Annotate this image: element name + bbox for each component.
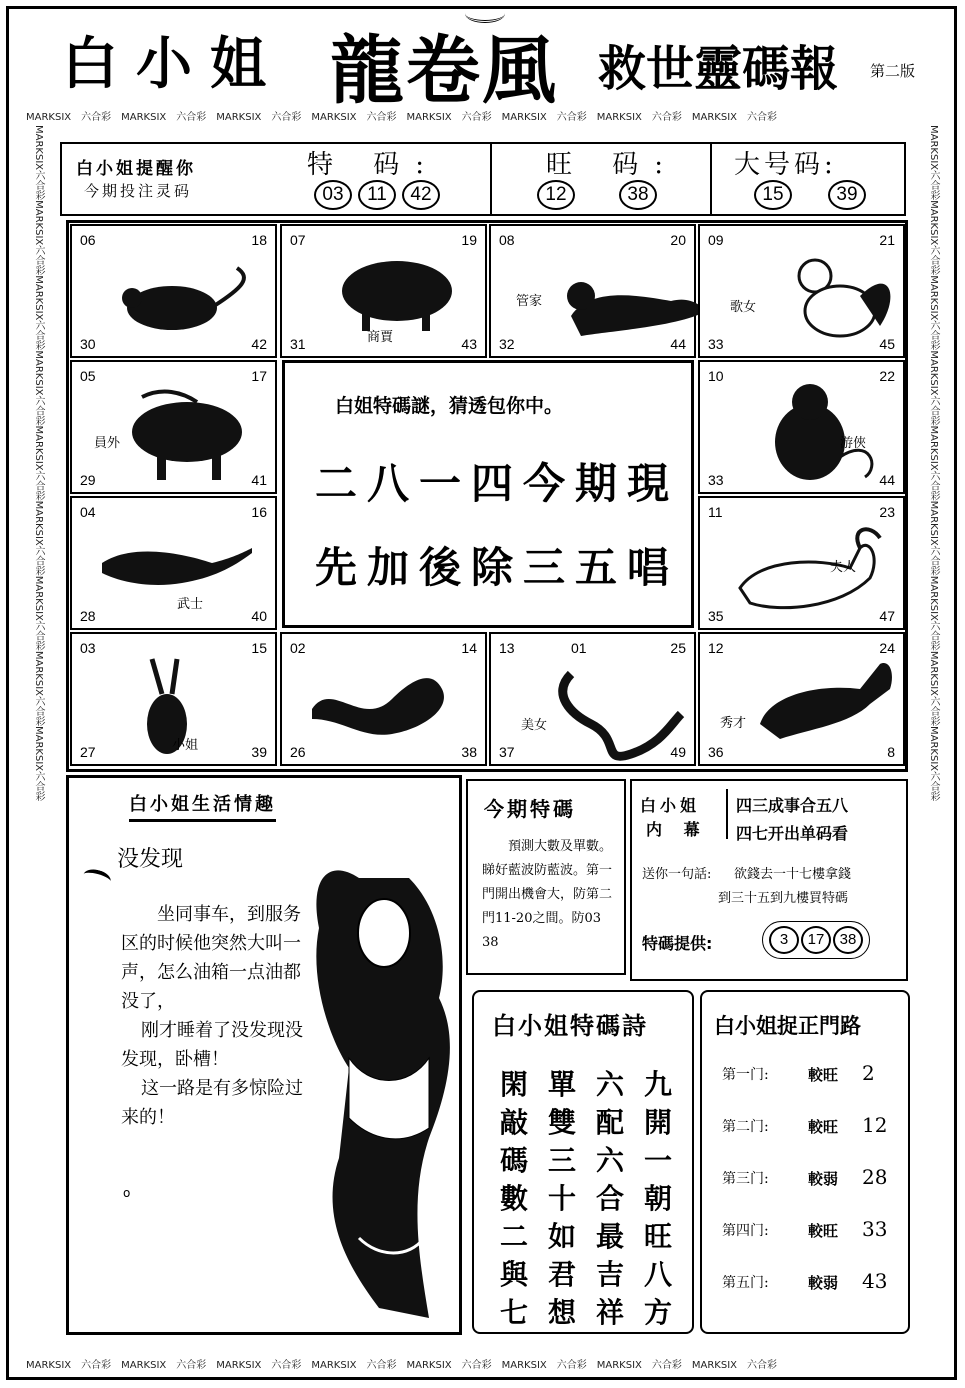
watermark-text: MARKSIX (501, 1360, 547, 1371)
zodiac-number: 08 (499, 232, 515, 248)
code-row (60, 142, 906, 216)
poem-column: 單雙三十如君想 (547, 1068, 576, 1329)
gate-row (722, 1061, 875, 1085)
zodiac-number: 22 (879, 368, 895, 384)
watermark-text: MARKSIX (26, 112, 72, 123)
rooster-icon (760, 236, 925, 346)
wang-code-balls (537, 180, 663, 210)
watermark-text: MARKSIX (691, 112, 737, 123)
watermark-text: MARKSIX (216, 112, 262, 123)
gate-row (722, 1113, 888, 1137)
watermark-text: MARKSIX (33, 726, 44, 772)
zodiac-cell (698, 496, 905, 630)
zodiac-role: 秀才 (720, 716, 747, 731)
zodiac-number: 44 (879, 472, 895, 488)
code-ball: 39 (828, 180, 866, 210)
inside-line1: 四三成事合五八 (736, 796, 849, 815)
watermark-text: MARKSIX (216, 1360, 262, 1371)
watermark-text: MARKSIX (928, 500, 939, 546)
watermark-text: 六合彩 (176, 1360, 207, 1371)
watermark-text: 六合彩 (747, 1360, 777, 1371)
watermark-strip-bottom (26, 1356, 926, 1371)
life-title: 没发现 (117, 847, 184, 872)
inside-panel (630, 779, 908, 981)
monkey-icon (740, 377, 905, 487)
watermark-text: MARKSIX (33, 350, 44, 396)
zodiac-number: 30 (80, 336, 96, 352)
woman-photo (289, 838, 465, 1338)
watermark-text: MARKSIX (121, 112, 167, 123)
watermark-text: MARKSIX (311, 1360, 357, 1371)
zodiac-number: 07 (290, 232, 306, 248)
gate-value: 43 (862, 1269, 888, 1293)
special-pick-panel (466, 779, 626, 975)
big-code-balls (754, 180, 872, 210)
watermark-text: MARKSIX (691, 1360, 737, 1371)
zodiac-number: 19 (461, 232, 477, 248)
life-paragraph-2: 刚才睡着了没发现没发现，卧槽！ (121, 1020, 303, 1070)
riddle-line2: 先加後除三五唱 (315, 543, 680, 592)
gate-state: 較弱 (808, 1274, 839, 1292)
zodiac-number: 11 (708, 504, 723, 520)
zodiac-number: 38 (461, 744, 477, 760)
zodiac-number: 49 (670, 744, 686, 760)
watermark-strip-top (26, 108, 926, 123)
zodiac-role: 管家 (516, 294, 543, 309)
zodiac-number: 32 (499, 336, 515, 352)
life-panel (66, 775, 462, 1335)
watermark-text: MARKSIX (33, 200, 44, 246)
special-pick-text: 預測大數及單數。睇好藍波防藍波。第一門開出機會大，防第二門11-20之間。防03 38 (482, 839, 613, 950)
zodiac-role: 夫人 (830, 560, 857, 575)
zodiac-number: 39 (251, 744, 267, 760)
watermark-text: MARKSIX (33, 275, 44, 321)
gate-label: 第一门: (722, 1067, 769, 1083)
tiger-icon (92, 523, 257, 633)
zodiac-number: 15 (251, 640, 267, 656)
zodiac-number: 23 (879, 504, 895, 520)
watermark-text: 六合彩 (928, 170, 939, 201)
inside-line2: 四七开出单码看 (736, 824, 849, 843)
watermark-text: 六合彩 (556, 112, 587, 123)
watermark-text: MARKSIX (26, 1360, 72, 1371)
gates-heading: 白小姐捉正門路 (714, 1013, 861, 1038)
zodiac-number: 47 (879, 608, 895, 624)
gate-value: 12 (862, 1113, 888, 1137)
watermark-text: MARKSIX (928, 275, 939, 321)
zodiac-number: 12 (708, 640, 724, 656)
snake-icon (531, 654, 696, 764)
watermark-text: MARKSIX (928, 650, 939, 696)
gate-state: 較旺 (808, 1066, 839, 1084)
watermark-text: MARKSIX (501, 112, 547, 123)
watermark-text: 六合彩 (81, 112, 112, 123)
big-code-label: 大号码: (734, 150, 837, 180)
life-paragraph-3: 这一路是有多惊险过来的！ (121, 1078, 303, 1128)
riddle-lead: 白姐特碼謎，猜透包你中。 (335, 395, 564, 417)
poem-heading: 白小姐特碼詩 (492, 1011, 648, 1040)
zodiac-cell (698, 224, 905, 358)
riddle-box (282, 360, 694, 628)
watermark-text: 六合彩 (176, 112, 207, 123)
zodiac-number: 36 (708, 744, 724, 760)
gate-value: 2 (862, 1061, 875, 1085)
zodiac-role: 商賈 (367, 330, 394, 345)
header-subtitle: 救世靈碼報 (598, 41, 839, 97)
gate-state: 較旺 (808, 1118, 839, 1136)
watermark-text: 六合彩 (928, 395, 939, 426)
gate-row (722, 1165, 888, 1189)
zodiac-cell (280, 224, 487, 358)
poem-panel (472, 990, 694, 1334)
watermark-text: 六合彩 (33, 696, 44, 726)
inside-label1: 白小姐 (640, 796, 701, 815)
zodiac-number: 05 (80, 368, 96, 384)
zodiac-role: 武士 (177, 597, 204, 612)
zodiac-number: 37 (499, 744, 515, 760)
zodiac-number: 26 (290, 744, 306, 760)
code-ball: 15 (754, 180, 792, 210)
watermark-text: 六合彩 (271, 112, 302, 123)
watermark-strip-left (30, 125, 46, 1350)
watermark-text: 六合彩 (33, 545, 44, 576)
zodiac-number: 16 (251, 504, 267, 520)
watermark-text: 六合彩 (928, 245, 939, 276)
gate-value: 33 (862, 1217, 888, 1241)
provide-ball: 38 (833, 926, 863, 954)
zodiac-role: 小姐 (172, 738, 199, 753)
gate-value: 28 (862, 1165, 888, 1189)
zodiac-number: 8 (887, 744, 895, 760)
zodiac-number: 43 (461, 336, 477, 352)
zodiac-number: 41 (251, 472, 267, 488)
reminder-line1: 白小姐提醒你 (76, 159, 196, 179)
zodiac-number: 17 (251, 368, 267, 384)
zodiac-cell (70, 496, 277, 630)
zodiac-number: 03 (80, 640, 96, 656)
gate-label: 第三门: (722, 1171, 769, 1187)
watermark-text: 六合彩 (928, 545, 939, 576)
watermark-text: 六合彩 (33, 170, 44, 201)
riddle-line1: 二八一四今期現 (315, 459, 680, 508)
rat-icon (102, 248, 267, 358)
poem-column: 六配六合最吉祥 (595, 1068, 624, 1329)
watermark-text: 六合彩 (651, 1360, 682, 1371)
wang-code-label: 旺 码: (546, 150, 680, 180)
watermark-text: MARKSIX (33, 425, 44, 471)
watermark-strip-right (925, 125, 941, 1350)
life-mark: o (123, 1186, 131, 1200)
zodiac-number: 31 (290, 336, 306, 352)
gate-label: 第五门: (722, 1275, 769, 1291)
watermark-text: MARKSIX (406, 1360, 452, 1371)
watermark-text: 六合彩 (928, 696, 939, 726)
zodiac-role: 員外 (94, 436, 121, 451)
zodiac-number: 28 (80, 608, 96, 624)
watermark-text: MARKSIX (596, 1360, 642, 1371)
watermark-text: 六合彩 (33, 395, 44, 426)
zodiac-number: 40 (251, 608, 267, 624)
ox-icon (102, 377, 267, 487)
zodiac-number: 20 (670, 232, 686, 248)
watermark-text: MARKSIX (406, 112, 452, 123)
watermark-text: 六合彩 (271, 1360, 302, 1371)
zodiac-number: 14 (461, 640, 477, 656)
zodiac-cell (489, 224, 696, 358)
dragon-icon (302, 649, 467, 759)
code-ball: 42 (402, 180, 440, 210)
provide-ball: 17 (801, 926, 831, 954)
zodiac-role: 美女 (521, 718, 548, 733)
watermark-text: MARKSIX (33, 125, 44, 171)
zodiac-number: 09 (708, 232, 724, 248)
zodiac-cell (698, 360, 905, 494)
watermark-text: 六合彩 (928, 620, 939, 651)
watermark-text: 六合彩 (81, 1360, 112, 1371)
ornament (465, 4, 505, 23)
zodiac-number: 45 (879, 336, 895, 352)
zodiac-number: 35 (708, 608, 724, 624)
zodiac-number: 13 (499, 640, 515, 656)
watermark-text: MARKSIX (33, 500, 44, 546)
gate-row (722, 1217, 888, 1241)
zodiac-role: 游俠 (840, 436, 867, 451)
inside-saying-label: 送你一句話: (642, 867, 712, 882)
life-paragraph-1: 坐同事车，到服务区的时候他突然大叫一声，怎么油箱一点油都没了， (121, 904, 301, 1012)
zodiac-cell (489, 632, 696, 766)
watermark-text: MARKSIX (928, 200, 939, 246)
watermark-text: MARKSIX (928, 726, 939, 772)
watermark-text: MARKSIX (928, 125, 939, 171)
watermark-text: MARKSIX (928, 575, 939, 621)
watermark-text: 六合彩 (33, 771, 44, 802)
zodiac-number: 33 (708, 472, 724, 488)
gate-state: 較弱 (808, 1170, 839, 1188)
special-pick-heading: 今期特碼 (484, 797, 576, 821)
zodiac-number: 33 (708, 336, 724, 352)
watermark-text: 六合彩 (461, 112, 492, 123)
pig-icon (322, 241, 487, 351)
provide-ball: 3 (769, 926, 799, 954)
code-ball: 03 (314, 180, 352, 210)
watermark-text: MARKSIX (596, 112, 642, 123)
watermark-text: 六合彩 (33, 470, 44, 501)
poem-column: 閑敲碼數二與七 (499, 1068, 528, 1329)
watermark-text: 六合彩 (366, 1360, 397, 1371)
inside-label2: 内 幕 (646, 820, 708, 839)
watermark-text: 六合彩 (928, 320, 939, 351)
watermark-text: 六合彩 (33, 320, 44, 351)
gate-label: 第二门: (722, 1119, 769, 1135)
watermark-text: 六合彩 (33, 245, 44, 276)
life-heading: 白小姐生活情趣 (129, 790, 276, 822)
zodiac-number: 27 (80, 744, 96, 760)
zodiac-number: 18 (251, 232, 267, 248)
watermark-text: 六合彩 (747, 112, 777, 123)
goat-icon (720, 518, 885, 628)
zodiac-cell (698, 632, 905, 766)
zodiac-cell (70, 360, 277, 494)
watermark-text: MARKSIX (928, 425, 939, 471)
zodiac-number: 24 (879, 640, 895, 656)
zodiac-number: 04 (80, 504, 96, 520)
zodiac-number: 42 (251, 336, 267, 352)
code-ball: 38 (619, 180, 657, 210)
watermark-text: MARKSIX (33, 575, 44, 621)
watermark-text: MARKSIX (311, 112, 357, 123)
watermark-text: 六合彩 (461, 1360, 492, 1371)
zodiac-number: 02 (290, 640, 306, 656)
watermark-text: 六合彩 (651, 112, 682, 123)
poem-column: 九開一朝旺八方 (643, 1068, 672, 1329)
zodiac-number: 10 (708, 368, 724, 384)
watermark-text: MARKSIX (33, 650, 44, 696)
code-ball: 12 (537, 180, 575, 210)
watermark-text: 六合彩 (928, 771, 939, 802)
zodiac-role: 歌女 (730, 300, 757, 315)
special-code-balls (314, 180, 446, 210)
horse-icon (740, 644, 905, 754)
zodiac-cell (70, 224, 277, 358)
header-edition: 第二版 (870, 62, 916, 80)
watermark-text: 六合彩 (928, 470, 939, 501)
zodiac-number: 21 (879, 232, 895, 248)
zodiac-number: 29 (80, 472, 96, 488)
header-name: 白小姐 (62, 31, 284, 97)
inside-saying2: 到三十五到九樓買特碼 (718, 891, 849, 906)
watermark-text: 六合彩 (33, 620, 44, 651)
dog-icon (551, 256, 716, 366)
gate-state: 較旺 (808, 1222, 839, 1240)
zodiac-number: 01 (571, 640, 587, 656)
zodiac-number: 25 (670, 640, 686, 656)
zodiac-number: 06 (80, 232, 96, 248)
zodiac-cell (70, 632, 277, 766)
gate-row (722, 1269, 888, 1293)
reminder-line2: 今期投注灵码 (84, 182, 193, 200)
watermark-text: 六合彩 (556, 1360, 587, 1371)
code-ball: 11 (358, 180, 396, 210)
zodiac-cell (280, 632, 487, 766)
header-title: 龍卷風 (330, 28, 558, 114)
gate-label: 第四门: (722, 1223, 769, 1239)
watermark-text: MARKSIX (928, 350, 939, 396)
provide-numbers (762, 921, 870, 959)
zodiac-number: 44 (670, 336, 686, 352)
provide-label: 特碼提供: (642, 934, 713, 953)
inside-saying1: 欲錢去一十七樓拿錢 (734, 867, 852, 882)
watermark-text: 六合彩 (366, 112, 397, 123)
special-code-label: 特 码: (307, 150, 441, 180)
watermark-text: MARKSIX (121, 1360, 167, 1371)
